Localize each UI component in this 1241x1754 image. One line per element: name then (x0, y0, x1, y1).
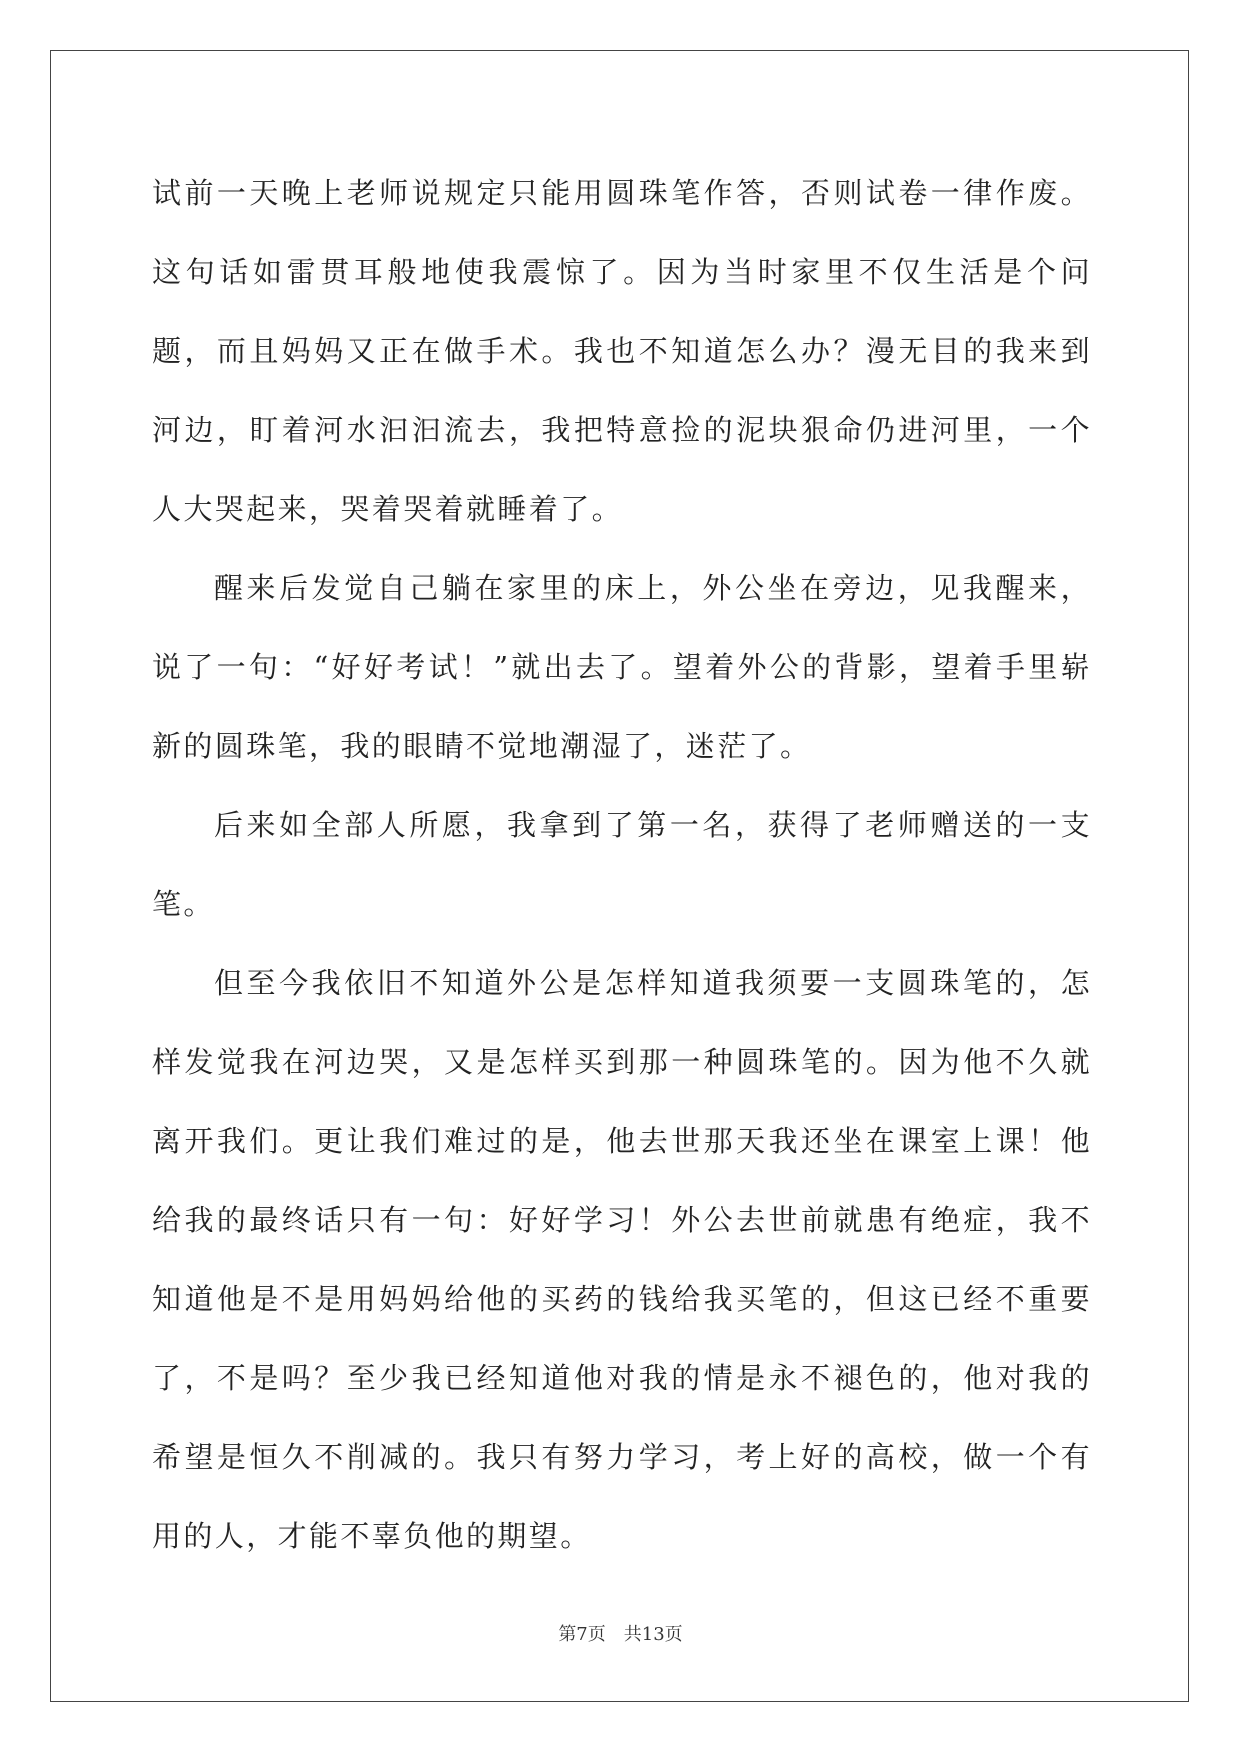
paragraph-2: 醒来后发觉自己躺在家里的床上，外公坐在旁边，见我醒来，说了一句：“好好考试！”就出去了。望着外公的背影，望着手里崭新的圆珠笔，我的眼睛不觉地潮湿了，迷茫了。 (152, 571, 1092, 763)
page-total: 共13页 (623, 1624, 683, 1645)
document-body (152, 154, 1092, 1576)
paragraph-4: 但至今我依旧不知道外公是怎样知道我须要一支圆珠笔的，怎样发觉我在河边哭，又是怎样买到那一种圆珠笔的。因为他不久就离开我们。更让我们难过的是，他去世那天我还坐在课室上课！他给我的最终话只有一句：好好学习！外公去世前就患有绝症，我不知道他是不是用妈妈给他的买药的钱给我买笔的，但这已经不重要了，不是吗？至少我已经知道他对我的情是永不褪色的，他对我的希望是恒久不削减的。我只有努力学习，考上好的高校，做一个有用的人，才能不辜负他的期望。 (152, 966, 1092, 1553)
paragraph-3: 后来如全部人所愿，我拿到了第一名，获得了老师赠送的一支笔。 (152, 808, 1092, 921)
page-number: 第7页 (558, 1624, 606, 1645)
page-footer (0, 1620, 1241, 1646)
paragraph-1: 试前一天晚上老师说规定只能用圆珠笔作答，否则试卷一律作废。这句话如雷贯耳般地使我震惊了。因为当时家里不仅生活是个问题，而且妈妈又正在做手术。我也不知道怎么办？漫无目的我来到河边，盯着河水汩汩流去，我把特意捡的泥块狠命仍进河里，一个人大哭起来，哭着哭着就睡着了。 (152, 176, 1092, 526)
